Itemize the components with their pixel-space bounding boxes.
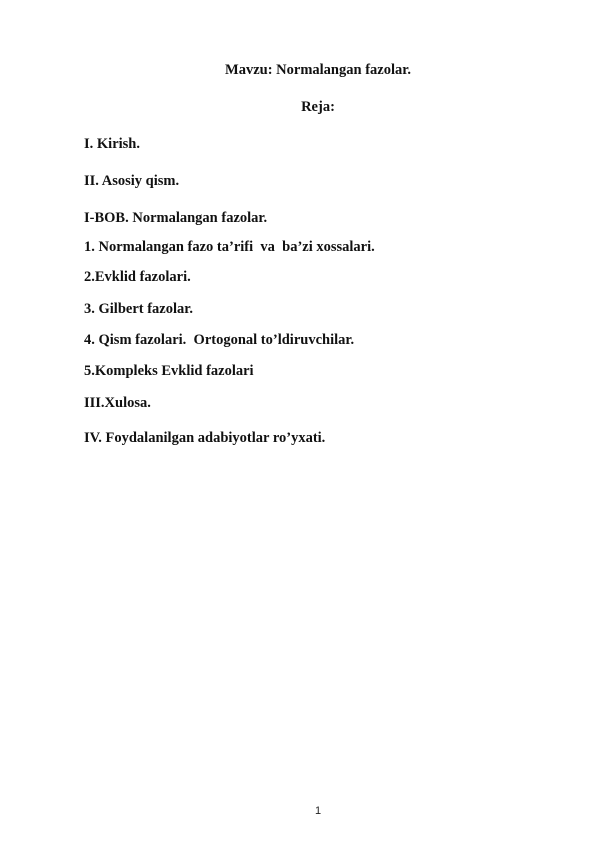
outline-item: 1. Normalangan fazo ta’rifi va ba’zi xossalari. [84, 239, 375, 255]
outline-item: IV. Foydalanilgan adabiyotlar ro’yxati. [84, 430, 326, 446]
plan-heading: Reja: [301, 99, 335, 115]
outline-item: 3. Gilbert fazolar. [84, 301, 193, 317]
outline-item: I. Kirish. [84, 136, 140, 152]
outline-item: 2.Evklid fazolari. [84, 269, 191, 285]
outline-item: 5.Kompleks Evklid fazolari [84, 363, 254, 379]
outline-item: III.Xulosa. [84, 395, 151, 411]
page-title: Mavzu: Normalangan fazolar. [225, 62, 411, 78]
outline-item: 4. Qism fazolari. Ortogonal to’ldiruvchilar. [84, 332, 355, 348]
page-number: 1 [314, 805, 322, 817]
outline-item: I-BOB. Normalangan fazolar. [84, 210, 268, 226]
outline-item: II. Asosiy qism. [84, 173, 180, 189]
